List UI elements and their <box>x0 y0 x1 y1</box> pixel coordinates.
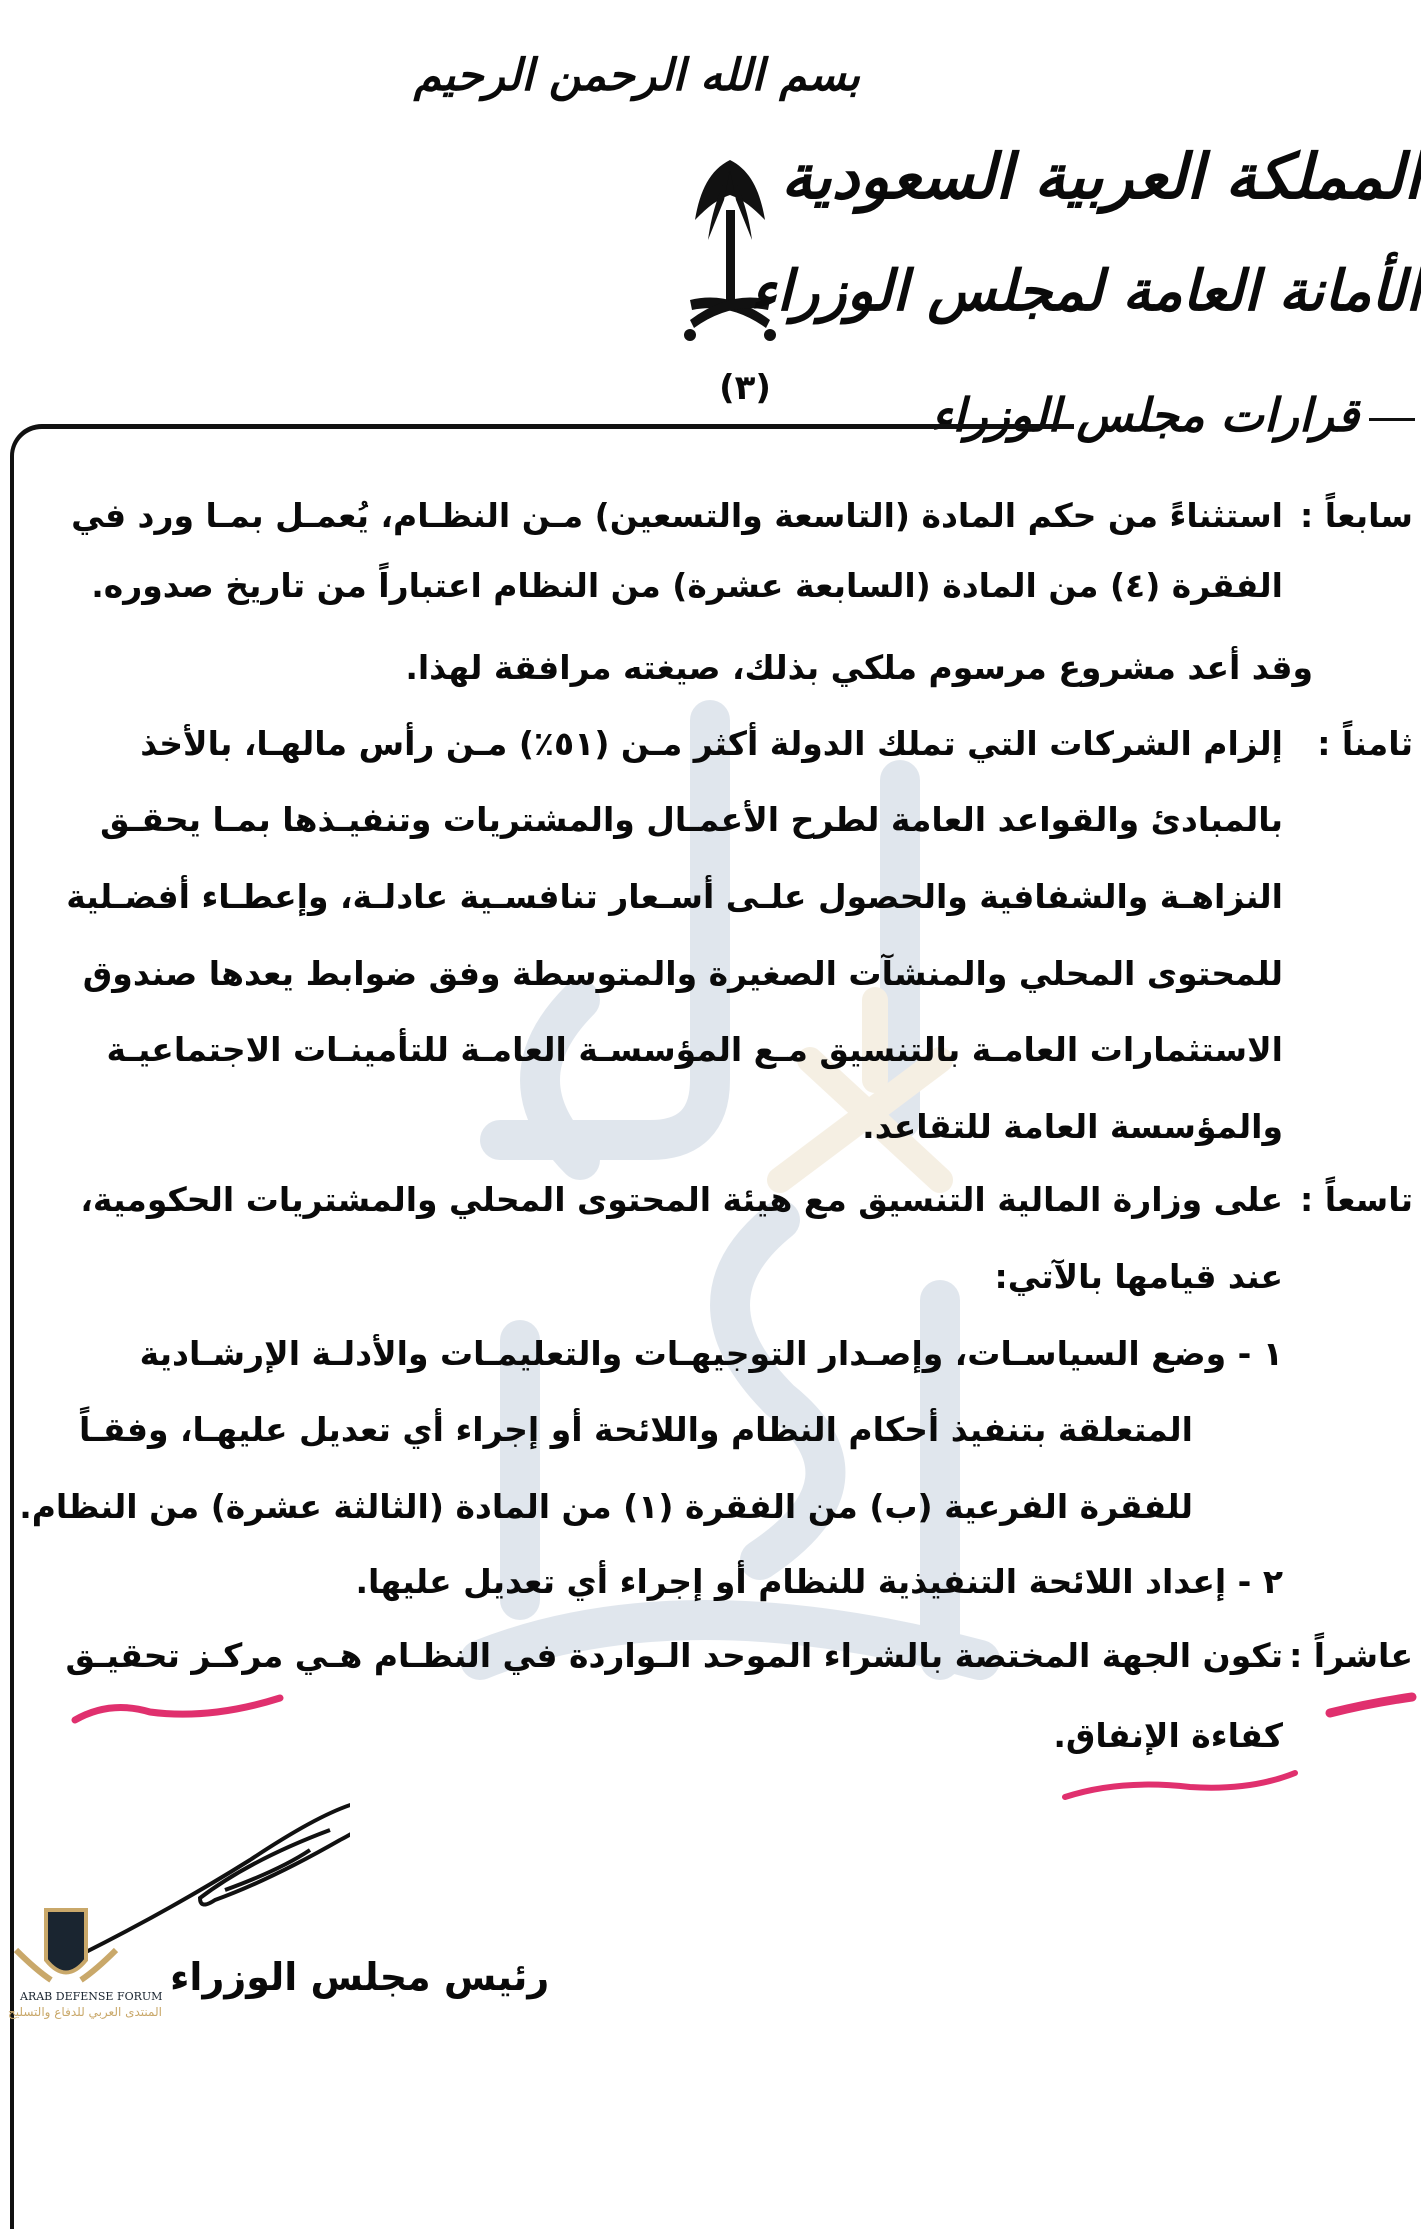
clause-9-item-2: ٢ - إعداد اللائحة التنفيذية للنظام أو إجراء أي تعديل عليها. <box>355 1562 1283 1601</box>
clause-label-9: تاسعاً : <box>1300 1180 1413 1219</box>
pink-underline-3 <box>1060 1765 1300 1805</box>
header-divider <box>1369 418 1415 421</box>
secretariat-title: الأمانة العامة لمجلس الوزراء <box>750 258 1421 324</box>
clause-9-line-2: عند قيامها بالآتي: <box>994 1257 1283 1296</box>
signature-title: رئيس مجلس الوزراء <box>170 1955 550 1999</box>
clause-8-line-3: النزاهـة والشفافية والحصول علـى أسـعار تنافسـية عادلـة، وإعطـاء أفضـلية <box>66 877 1283 916</box>
clause-8-line-5: الاستثمارات العامـة بالتنسيق مـع المؤسسـة العامـة للتأمينـات الاجتماعيـة <box>106 1030 1283 1069</box>
clause-9-item-1-line-2: المتعلقة بتنفيذ أحكام النظام واللائحة أو إجراء أي تعديل عليهـا، وفقـاً <box>78 1410 1193 1449</box>
clause-8-line-1: إلزام الشركات التي تملك الدولة أكثر مـن (٥١٪) مـن رأس مالهـا، بالأخذ <box>140 724 1283 763</box>
forum-name-en: ARAB DEFENSE FORUM <box>20 1990 163 2003</box>
clause-10-line-2: كفاءة الإنفاق. <box>1053 1716 1283 1755</box>
section-title: قرارات مجلس الوزراء <box>930 388 1359 442</box>
clause-10-line-1: تكون الجهة المختصة بالشراء الموحد الـواردة في النظـام هـي مركـز تحقيـق <box>65 1636 1283 1675</box>
forum-name-ar: المنتدى العربي للدفاع والتسليح <box>8 2005 162 2019</box>
clause-9-line-1: على وزارة المالية التنسيق مع هيئة المحتوى المحلي والمشتريات الحكومية، <box>80 1180 1283 1219</box>
clause-9-item-1-line-1: ١ - وضع السياسـات، وإصـدار التوجيهـات والتعليمـات والأدلـة الإرشـادية <box>139 1334 1283 1373</box>
pink-underline-2 <box>1320 1685 1420 1725</box>
clause-7-line-1: استثناءً من حكم المادة (التاسعة والتسعين) مـن النظـام، يُعمـل بمـا ورد في <box>71 496 1283 535</box>
clause-label-10: عاشراً : <box>1289 1636 1413 1675</box>
clause-7-line-3: وقد أعد مشروع مرسوم ملكي بذلك، صيغته مرافقة لهذا. <box>405 648 1313 687</box>
clause-8-line-2: بالمبادئ والقواعد العامة لطرح الأعمـال والمشتريات وتنفيـذها بمـا يحقـق <box>100 800 1283 839</box>
clause-label-7: سابعاً : <box>1300 496 1413 535</box>
clause-label-8: ثامناً : <box>1317 724 1413 763</box>
pink-underline-1 <box>70 1690 290 1730</box>
page-number: (٣) <box>719 368 771 408</box>
clause-7-line-2: الفقرة (٤) من المادة (السابعة عشرة) من النظام اعتباراً من تاريخ صدوره. <box>91 566 1283 605</box>
clause-8-line-6: والمؤسسة العامة للتقاعد. <box>862 1107 1283 1146</box>
clause-9-item-1-line-3: للفقرة الفرعية (ب) من الفقرة (١) من المادة (الثالثة عشرة) من النظام. <box>19 1487 1193 1526</box>
bismillah-calligraphy: بسم الله الرحمن الرحيم <box>413 50 860 101</box>
kingdom-title: المملكة العربية السعودية <box>781 140 1421 213</box>
clause-8-line-4: للمحتوى المحلي والمنشآت الصغيرة والمتوسطة وفق ضوابط يعدها صندوق <box>82 954 1283 993</box>
